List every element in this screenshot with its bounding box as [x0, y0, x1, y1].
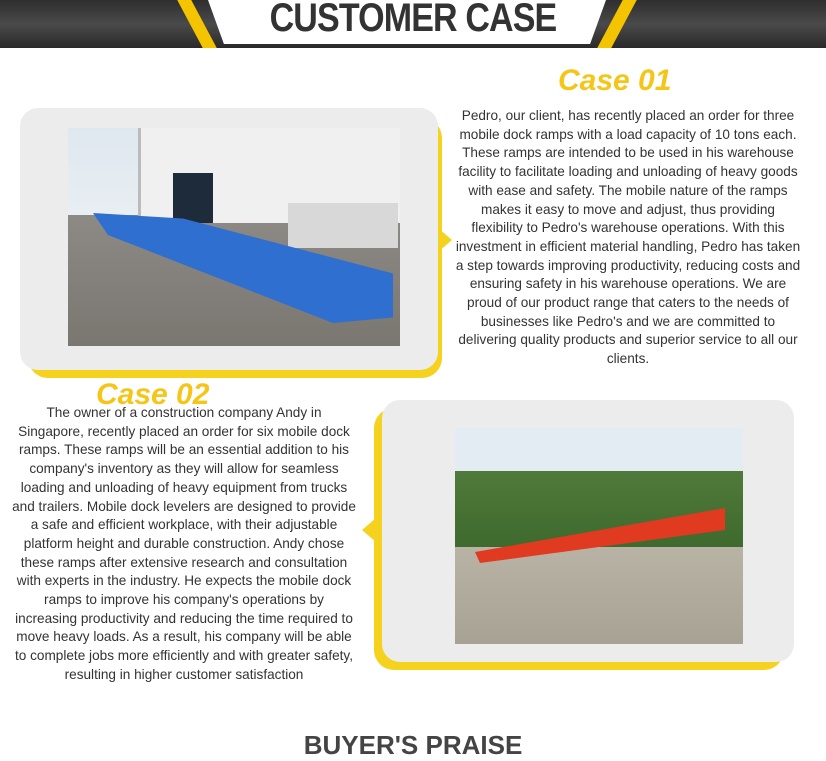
- page-title: CUSTOMER CASE: [269, 0, 557, 40]
- case-02-description: The owner of a construction company Andy in Singapore, recently placed an order for six mobile dock ramps. These ramps will be an essential addition to his company's inventory as they will allow for seamless loading and unloading of heavy equipment from trucks and trailers. Mobile dock levelers are designed to provide a safe and efficient workplace, with their adjustable platform height and durable construction. Andy chose these ramps after extensive research and consultation with experts in the industry. He expects the mobile dock ramps to improve his company's operations by increasing productivity and reducing the time required to move heavy loads. As a result, his company will be able to complete jobs more efficiently and with greater safety, resulting in higher customer satisfaction: [12, 405, 356, 682]
- case-01-photo-blue-dock-ramp: [68, 128, 400, 346]
- section-header: [0, 0, 826, 48]
- case-01-description: Pedro, our client, has recently placed an order for three mobile dock ramps with a load capacity of 10 tons each. These ramps are intended to be used in his warehouse facility to facilitate loading and unloading of heavy goods with ease and safety. The mobile nature of the ramps makes it easy to move and adjust, thus providing flexibility to Pedro's warehouse operations. With this investment in efficient material handling, Pedro has taken a step towards improving productivity, reducing costs and ensuring safety in his warehouse operations. We are proud of our product range that caters to the needs of businesses like Pedro's and we are committed to delivering quality products and superior service to all our clients.: [455, 108, 801, 367]
- arrow-right-icon: [438, 228, 452, 252]
- case-02-photo-red-dock-ramp: [455, 428, 743, 644]
- case-02-title: Case 02: [96, 378, 210, 411]
- case-01-title: Case 01: [558, 64, 672, 97]
- arrow-left-icon: [362, 518, 376, 542]
- next-section-title: BUYER'S PRAISE: [303, 730, 523, 760]
